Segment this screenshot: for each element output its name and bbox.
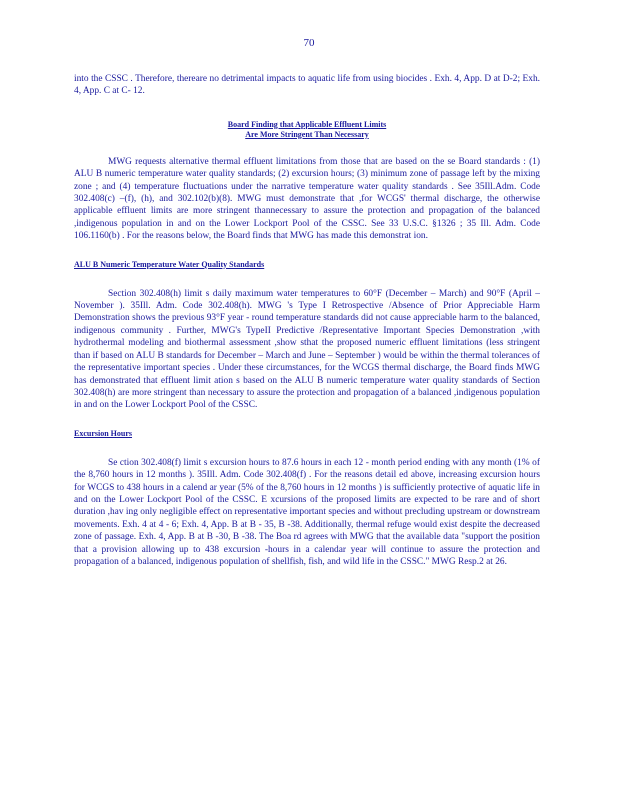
paragraph-section-302-408h: Section 302.408(h) limit s daily maximum water temperatures to 60°F (December – March) and 90°F (April – November ). 35Ill. Adm. Code 302.408(h). MWG 's Type I Retrospective /Absence of Prior Appreciable Harm Demonstration shows the previous 93°F year - round temperature standards did not cause appreciable harm to the balanced, indigenous community . Further, MWG's TypeII Predictive /Representative Important Species Demonstration ,with hydrothermal modeling and biothermal assessment ,show sthat the proposed numeric effluent limitations (less stringent than if based on ALU B standards for December – March and June – September ) would be within the thermal tolerances of the representative important species . Under these circumstances, for the WCGS thermal discharge, the Board finds MWG has demonstrated that effluent limit ation s based on the ALU B numeric temperature water quality standards of Section 302.408(h) are more stringent than necessary to assure the protection and propagation of a balanced ,indigenous population in and on the Lower Lockport Pool of the CSSC. xyxy=(74,288,540,411)
section-heading xyxy=(74,120,540,140)
page-number: 70 xyxy=(303,37,315,49)
page-content xyxy=(74,73,540,568)
section-heading-line2: Are More Stringent Than Necessary xyxy=(245,129,369,139)
alu-b-heading: ALU B Numeric Temperature Water Quality Standards xyxy=(74,259,265,269)
paragraph-section-302-408f: Se ction 302.408(f) limit s excursion hours to 87.6 hours in each 12 - month period ending with any month (1% of the 8,760 hours in 12 months ). 35Ill. Adm. Code 302.408(f) . For the reasons detail ed above, increasing excursion hours for WCGS to 438 hours in a calend ar year (5% of the 8,760 hours in 12 months ) is sufficiently protective of aquatic life in and on the Lower Lockport Pool of the CSSC. E xcursions of the proposed limits are expected to be rare and of short duration ,hav ing only negligible effect on representative important species and without precluding upstream or downstream movements. Exh. 4 at 4 - 6; Exh. 4, App. B at B - 35, B -38. Additionally, thermal refuge would exist despite the decreased zone of passage. Exh. 4, App. B at B -30, B -38. The Boa rd agrees with MWG that the available data "support the position that a provision allowing up to 438 excursion -hours in a calendar year will continue to assure the protection and propagation of a balanced, indigenous population of shellfish, fish, and wild life in the CSSC." MWG Resp.2 at 26. xyxy=(74,457,540,567)
intro-paragraph: into the CSSC . Therefore, thereare no detrimental impacts to aquatic life from using biocides . Exh. 4, App. D at D-2; Exh. 4, App. C at C- 12. xyxy=(74,74,540,97)
section-heading-line1: Board Finding that Applicable Effluent Limits xyxy=(227,119,387,129)
excursion-hours-heading: Excursion Hours xyxy=(74,428,133,438)
paragraph-mwg-requests: MWG requests alternative thermal effluent limitations from those that are based on the se Board standards : (1) ALU B numeric temperature water quality standards; (2) excursion hours; (3) minimum zone of passage left by the mixing zone ; and (4) temperature fluctuations under the narrative temperature water quality standards . See 35Ill.Adm. Code 302.408(c) –(f), (h), and 302.102(b)(8). MWG must demonstrate that ,for WCGS' thermal discharge, the otherwise applicable effluent limits are more stringent thannecessary to assure the protection and propagation of the balanced ,indigenous population in and on the Lower Lockport Pool of the CSSC. See 33 U.S.C. §1326 ; 35 Ill. Adm. Code 106.1160(b) . For the reasons below, the Board finds that MWG has made this demonstrat ion. xyxy=(74,156,540,242)
